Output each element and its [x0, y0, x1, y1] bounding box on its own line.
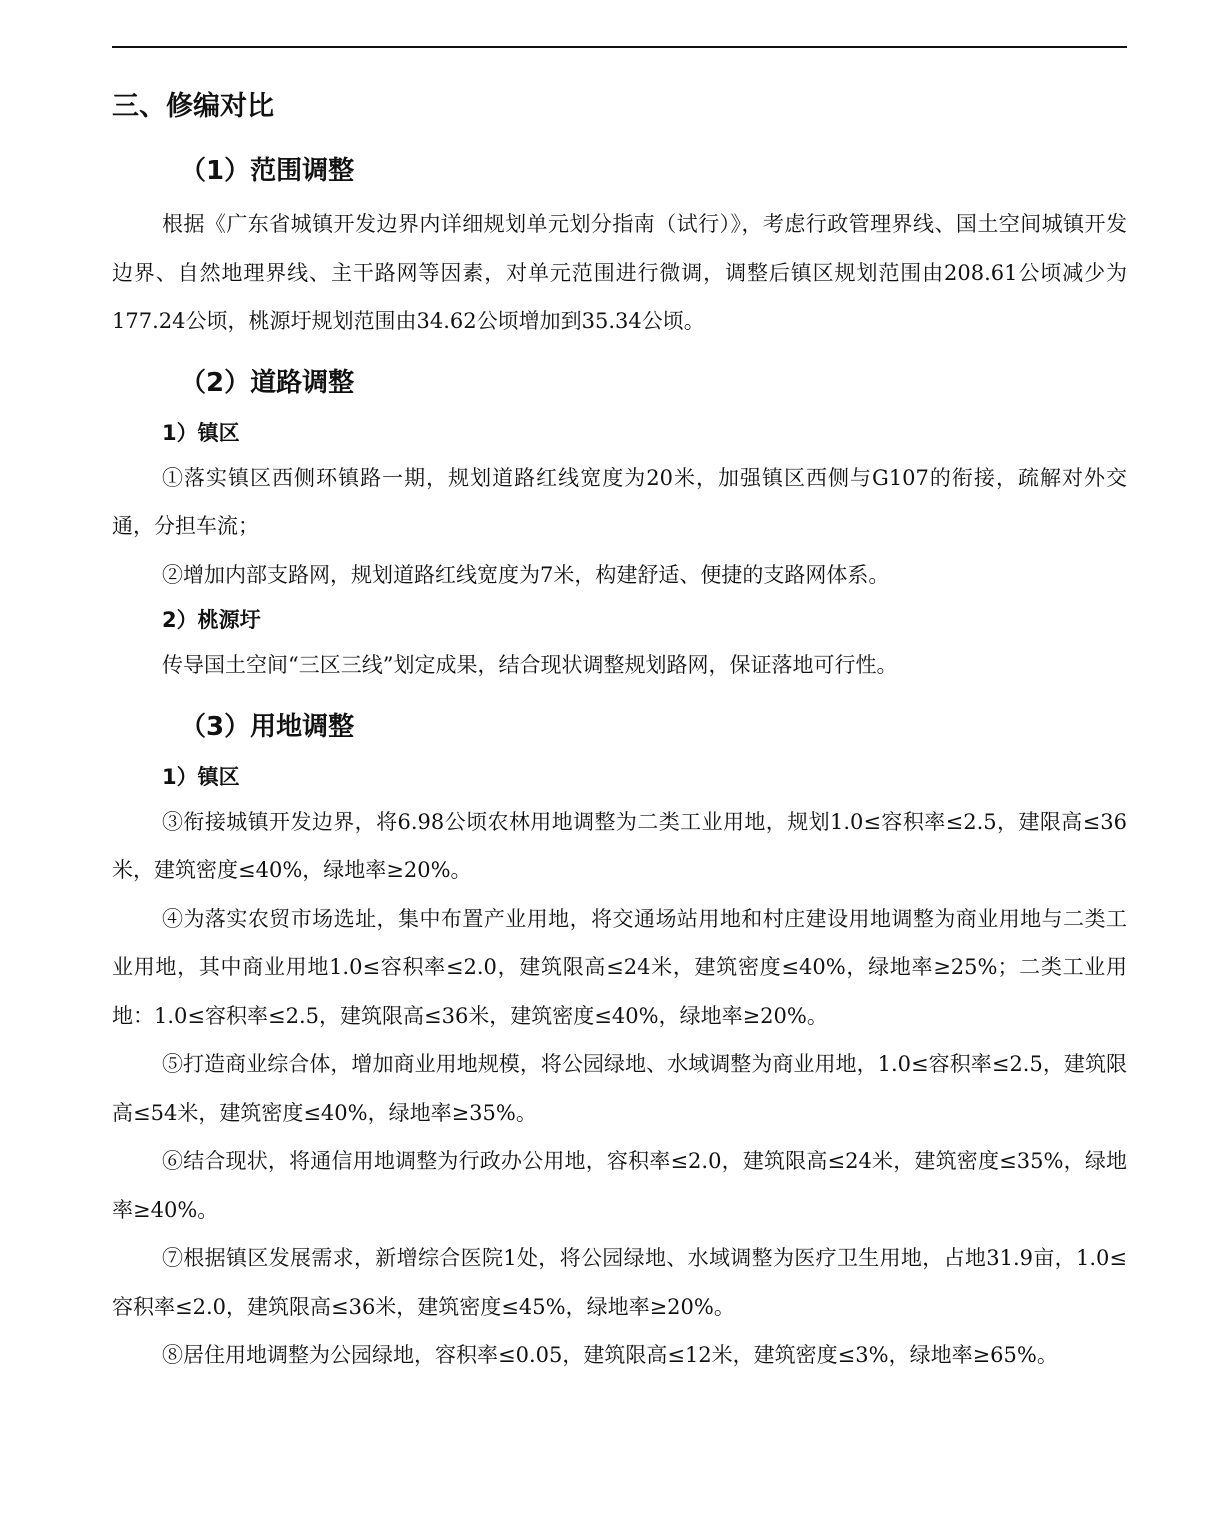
roads-zhenqu-label: 1）镇区: [162, 420, 240, 445]
header-rule: [112, 46, 1127, 48]
scope-paragraph: 根据《广东省城镇开发边界内详细规划单元划分指南（试行）》，考虑行政管理界线、国土空间城镇开发边界、自然地理界线、主干路网等因素，对单元范围进行微调，调整后镇区规划范围由208.61公顷减少为177.24公顷，桃源圩规划范围由34.62公顷增加到35.34公顷。: [112, 212, 1127, 333]
landuse-item-4: ④为落实农贸市场选址，集中布置产业用地，将交通场站用地和村庄建设用地调整为商业用地与二类工业用地，其中商业用地1.0≤容积率≤2.0，建筑限高≤24米，建筑密度≤40%，绿地率≥25%；二类工业用地：1.0≤容积率≤2.5，建筑限高≤36米，建筑密度≤40%，绿地率≥20%。: [112, 906, 1127, 1028]
section-title: 三、修编对比: [112, 91, 274, 122]
landuse-item-6: ⑥结合现状，将通信用地调整为行政办公用地，容积率≤2.0，建筑限高≤24米，建筑密度≤35%，绿地率≥40%。: [112, 1149, 1127, 1222]
landuse-item-5: ⑤打造商业综合体，增加商业用地规模，将公园绿地、水域调整为商业用地，1.0≤容积率≤2.5，建筑限高≤54米，建筑密度≤40%，绿地率≥35%。: [112, 1052, 1127, 1125]
landuse-item-3: ③衔接城镇开发边界，将6.98公顷农林用地调整为二类工业用地，规划1.0≤容积率≤2.5，建限高≤36米，建筑密度≤40%，绿地率≥20%。: [112, 809, 1127, 882]
roads-taoyuan-label: 2）桃源圩: [162, 608, 261, 632]
subsection-title-roads: （2）道路调整: [180, 367, 355, 398]
landuse-zhenqu-label: 1）镇区: [162, 764, 240, 789]
roads-taoyuan-text: 传导国土空间“三区三线”划定成果，结合现状调整规划路网，保证落地可行性。: [162, 653, 898, 677]
subsection-title-scope: （1）范围调整: [180, 156, 355, 186]
landuse-item-7: ⑦根据镇区发展需求，新增综合医院1处，将公园绿地、水域调整为医疗卫生用地，占地31.9亩，1.0≤容积率≤2.0，建筑限高≤36米，建筑密度≤45%，绿地率≥20%。: [112, 1246, 1127, 1319]
roads-item-1: ①落实镇区西侧环镇路一期，规划道路红线宽度为20米，加强镇区西侧与G107的衔接，疏解对外交通，分担车流；: [112, 465, 1127, 538]
document-body: [112, 80, 1127, 1380]
landuse-item-8: ⑧居住用地调整为公园绿地，容积率≤0.05，建筑限高≤12米，建筑密度≤3%，绿地率≥65%。: [162, 1343, 1058, 1367]
roads-item-2: ②增加内部支路网，规划道路红线宽度为7米，构建舒适、便捷的支路网体系。: [162, 562, 890, 587]
subsection-title-landuse: （3）用地调整: [180, 711, 355, 742]
